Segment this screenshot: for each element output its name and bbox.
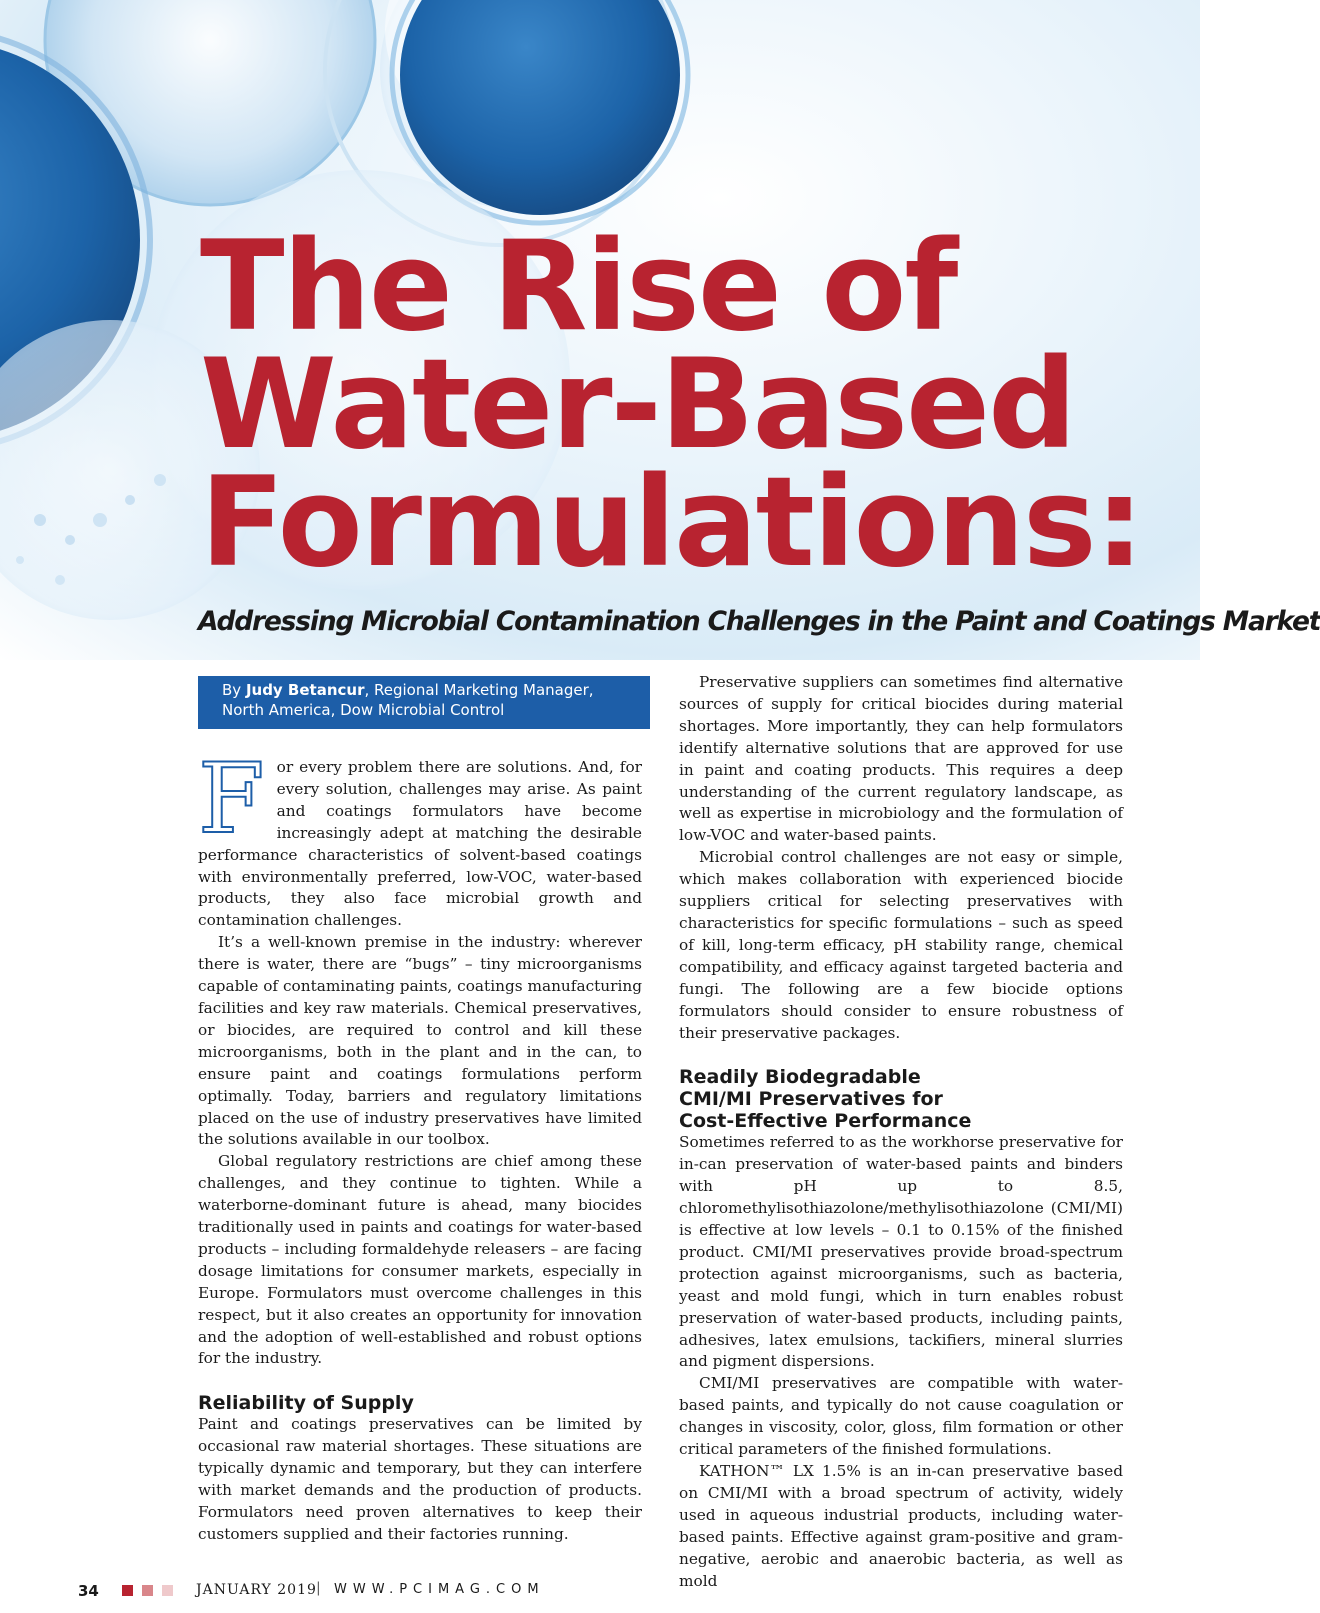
byline-author: Judy Betancur — [245, 681, 365, 699]
paragraph: Preservative suppliers can sometimes find alternative sources of supply for critical biocides during material shortages. More importantly, they can help formulators identify alternative solutions that are approved for use in paint and coating products. This requires a deep understanding of the current regulatory landscape, as well as expertise in microbiology and the formulation of low-VOC and water-based paints. — [679, 673, 1123, 845]
paragraph-intro-text: or every problem there are solutions. And, for every solution, challenges may arise. As paint and coatings formulators have become increasingly adept at matching the desirable performance characteristics of solvent-based coatings with environmentally preferred, low-VOC, water-based products, they also face microbial growth and contamination challenges. — [198, 758, 642, 930]
footer-square-icon — [122, 1585, 133, 1596]
paragraph: Microbial control challenges are not easy or simple, which makes collaboration with experienced biocide suppliers critical for selecting preservatives with characteristics for specific formulations – such as speed of kill, long-term efficacy, pH stability range, chemical compatibility, and efficacy against targeted bacteria and fungi. The following are a few biocide options formulators should consider to ensure robustness of their preservative packages. — [679, 848, 1123, 1042]
drop-cap: F — [198, 743, 265, 855]
paragraph: CMI/MI preservatives are compatible with water-based paints, and typically do not cause coagulation or changes in viscosity, color, gloss, film formation or other critical parameters of the finished formulations. — [679, 1374, 1123, 1459]
paragraph: Sometimes referred to as the workhorse preservative for in-can preservation of water-based paints and binders with pH up to 8.5, chloromethylisothiazolone/methylisothiazolone (CMI/MI) is effective at low levels – 0.1 to 0.15% of the finished product. CMI/MI preservatives provide broad-spectrum protection against microorganisms, such as bacteria, yeast and mold fungi, which in turn enables robust preservation of water-based products, including paints, adhesives, latex emulsions, tackifiers, mineral slurries and pigment dispersions. — [679, 1133, 1123, 1371]
paragraph: It’s a well-known premise in the industry: wherever there is water, there are “bugs” – tiny microorganisms capable of contaminating paints, coatings manufacturing facilities and key raw materials. Chemical preservatives, or biocides, are required to control and kill these microorganisms, both in the plant and in the can, to ensure paint and coatings formulations perform optimally. Today, barriers and regulatory limitations placed on the use of industry preservatives have limited the solutions available in our toolbox. — [198, 933, 642, 1149]
byline-role-1: , Regional Marketing Manager, — [364, 681, 594, 699]
paragraph: Paint and coatings preservatives can be limited by occasional raw material shortages. These situations are typically dynamic and temporary, but they can interfere with market demands and the production of products. Formulators need proven alternatives to keep their customers supplied and their factories running. — [198, 1415, 642, 1543]
title-line-2: Water-Based — [200, 333, 1075, 477]
section-heading-reliability: Reliability of Supply — [198, 1392, 414, 1415]
title-line-1: The Rise of — [200, 215, 957, 359]
right-column — [679, 672, 1123, 1592]
section-heading-cmi-mi — [679, 1066, 1123, 1132]
paragraph-intro — [198, 743, 642, 932]
article-title — [200, 215, 1190, 595]
issue-date: JANUARY 2019 — [196, 1582, 317, 1598]
page-number: 34 — [78, 1582, 99, 1600]
byline-box — [198, 676, 650, 729]
byline-role-2: North America, Dow Microbial Control — [222, 701, 505, 719]
heading-line: Readily Biodegradable — [679, 1066, 921, 1089]
paragraph: KATHON™ LX 1.5% is an in-can preservative based on CMI/MI with a broad spectrum of activity, widely used in aqueous industrial products, including water-based paints. Effective against gram-positive and gram-negative, aerobic and anaerobic bacteria, as well as mold — [679, 1462, 1123, 1590]
footer-separator: | — [316, 1580, 321, 1596]
paragraph: Global regulatory restrictions are chief among these challenges, and they continue to tighten. While a waterborne-dominant future is ahead, many biocides traditionally used in paints and coatings for water-based products – including formaldehyde releasers – are facing dosage limitations for consumer markets, especially in Europe. Formulators must overcome challenges in this respect, but it also creates an opportunity for innovation and the adoption of well-established and robust options for the industry. — [198, 1152, 642, 1368]
heading-line: Cost-Effective Performance — [679, 1110, 972, 1133]
byline-prefix: By — [222, 681, 246, 699]
website-url: WWW.PCIMAG.COM — [334, 1582, 545, 1597]
footer-square-icon — [162, 1585, 173, 1596]
heading-line: CMI/MI Preservatives for — [679, 1088, 943, 1111]
left-column — [198, 743, 642, 1546]
footer-square-icon — [142, 1585, 153, 1596]
article-subtitle: Addressing Microbial Contamination Challenges in the Paint and Coatings Market — [198, 606, 1320, 637]
page-footer — [78, 1582, 1178, 1602]
title-line-3: Formulations: — [200, 451, 1143, 595]
